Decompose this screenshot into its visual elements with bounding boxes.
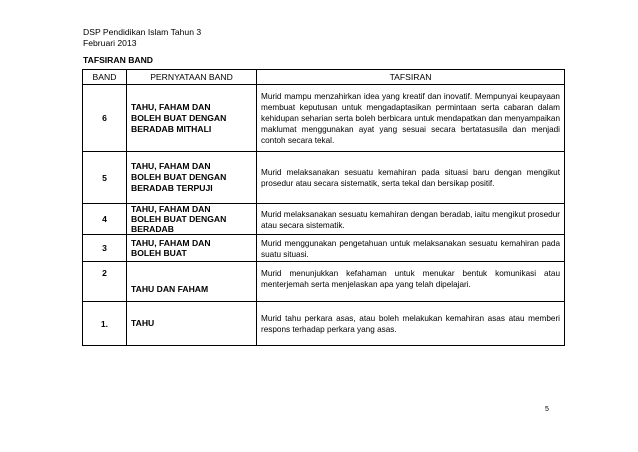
table-header-row [83,70,565,85]
tafsiran-cell: Murid menunjukkan kefahaman untuk menukar bentuk komunikasi atau menterjemah serta menjelaskan apa yang telah dipelajari. [257,262,565,302]
pernyataan-cell [127,152,257,204]
pernyataan-line: TAHU, FAHAM DAN [131,101,211,112]
tafsiran-cell: Murid tahu perkara asas, atau boleh melakukan kemahiran asas atau memberi respons terhadap perkara yang asas. [257,302,565,346]
document-header-title: DSP Pendidikan Islam Tahun 3 [83,27,202,37]
pernyataan-cell [127,262,257,302]
pernyataan-line: BOLEH BUAT DENGAN [131,214,227,224]
table-row [83,235,565,262]
table-row [83,152,565,204]
pernyataan-cell [127,235,257,262]
table-row [83,85,565,152]
band-cell: 2 [83,262,127,302]
table-row [83,262,565,302]
document-header-date: Februari 2013 [83,38,137,48]
band-cell: 3 [83,235,127,262]
band-table [82,69,565,346]
column-header-tafsiran: TAFSIRAN [257,70,565,85]
tafsiran-cell: Murid mampu menzahirkan idea yang kreatif dan inovatif. Mempunyai keupayaan membuat keputusan untuk mengadaptasikan permintaan serta cabaran dalam kehidupan seharian serta boleh berbicara untuk mendapatkan dan menyampaikan maklumat menggunakan ayat yang sesuai secara bertatasusila dan menjadi contoh secara tekal. [257,85,565,152]
table-row [83,204,565,235]
pernyataan-line: TAHU [131,318,155,328]
pernyataan-line: BERADAB [131,224,174,234]
table-row [83,302,565,346]
pernyataan-line: BOLEH BUAT [131,248,187,258]
pernyataan-line: BOLEH BUAT DENGAN [131,112,227,123]
pernyataan-line: BERADAB MITHALI [131,123,212,134]
pernyataan-line: BOLEH BUAT DENGAN [131,172,227,182]
column-header-pernyataan: PERNYATAAN BAND [127,70,257,85]
tafsiran-cell: Murid melaksanakan sesuatu kemahiran pada situasi baru dengan mengikut prosedur atau secara sistematik, serta tekal dan bersikap positif. [257,152,565,204]
pernyataan-line: TAHU DAN FAHAM [131,284,209,294]
pernyataan-line: TAHU, FAHAM DAN [131,161,211,171]
pernyataan-cell [127,302,257,346]
column-header-band: BAND [83,70,127,85]
page-number: 5 [545,406,549,413]
band-cell: 6 [83,85,127,152]
band-cell: 1. [83,302,127,346]
pernyataan-line: TAHU, FAHAM DAN [131,238,211,248]
tafsiran-cell: Murid melaksanakan sesuatu kemahiran dengan beradab, iaitu mengikut prosedur atau secara sistematik. [257,204,565,235]
pernyataan-cell [127,85,257,152]
pernyataan-line: TAHU, FAHAM DAN [131,204,211,214]
tafsiran-cell: Murid menggunakan pengetahuan untuk melaksanakan sesuatu kemahiran pada suatu situasi. [257,235,565,262]
pernyataan-cell [127,204,257,235]
band-cell: 5 [83,152,127,204]
section-title: TAFSIRAN BAND [83,55,154,65]
pernyataan-line: BERADAB TERPUJI [131,183,213,193]
band-cell: 4 [83,204,127,235]
